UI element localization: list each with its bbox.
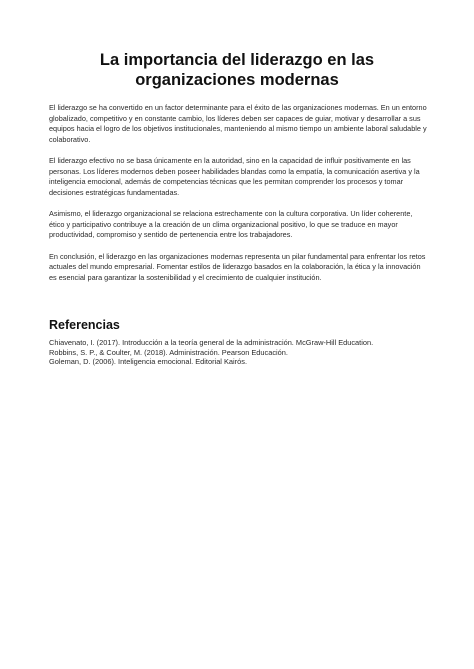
reference-item: Robbins, S. P., & Coulter, M. (2018). Administración. Pearson Educación. <box>49 347 288 357</box>
references-list <box>49 338 429 367</box>
document-body <box>49 103 429 294</box>
reference-item: Chiavenato, I. (2017). Introducción a la teoría general de la administración. McGraw-Hill Education. <box>49 338 374 347</box>
paragraph-4: En conclusión, el liderazgo en las organizaciones modernas representa un pilar fundamental para enfrentar los retos actuales del mundo empresarial. Fomentar estilos de liderazgo basados en la colaboración, la ética y la innovación es esencial para garantizar la sostenibilidad y el crecimiento de cualquier institución. <box>49 251 426 282</box>
paragraph-2: El liderazgo efectivo no se basa únicamente en la autoridad, sino en la capacidad de influir positivamente en las personas. Los líderes modernos deben poseer habilidades blandas como la empatía, la comunicación asertiva y la inteligencia emocional, además de competencias técnicas que les permitan comprender los procesos y tomar decisiones estratégicas fundamentadas. <box>49 156 420 197</box>
references-heading: Referencias <box>49 318 120 332</box>
paragraph-3: Asimismo, el liderazgo organizacional se relaciona estrechamente con la cultura corporativa. Un líder coherente, ético y participativo contribuye a la creación de un clima organizacional positivo, lo que se traduce en mayor productividad, compromiso y sentido de pertenencia entre los trabajadores. <box>49 209 413 239</box>
reference-item: Goleman, D. (2006). Inteligencia emocional. Editorial Kairós. <box>49 357 248 366</box>
document-title: La importancia del liderazgo en las organizaciones modernas <box>99 51 375 89</box>
paragraph-1: El liderazgo se ha convertido en un factor determinante para el éxito de las organizaciones modernas. En un entorno globalizado, competitivo y en constante cambio, los líderes deben ser capaces de guiar, motivar y desarrollar a sus equipos hacia el logro de los objetivos institucionales, manteniendo al mismo tiempo un ambiente laboral saludable y colaborativo. <box>49 103 427 144</box>
